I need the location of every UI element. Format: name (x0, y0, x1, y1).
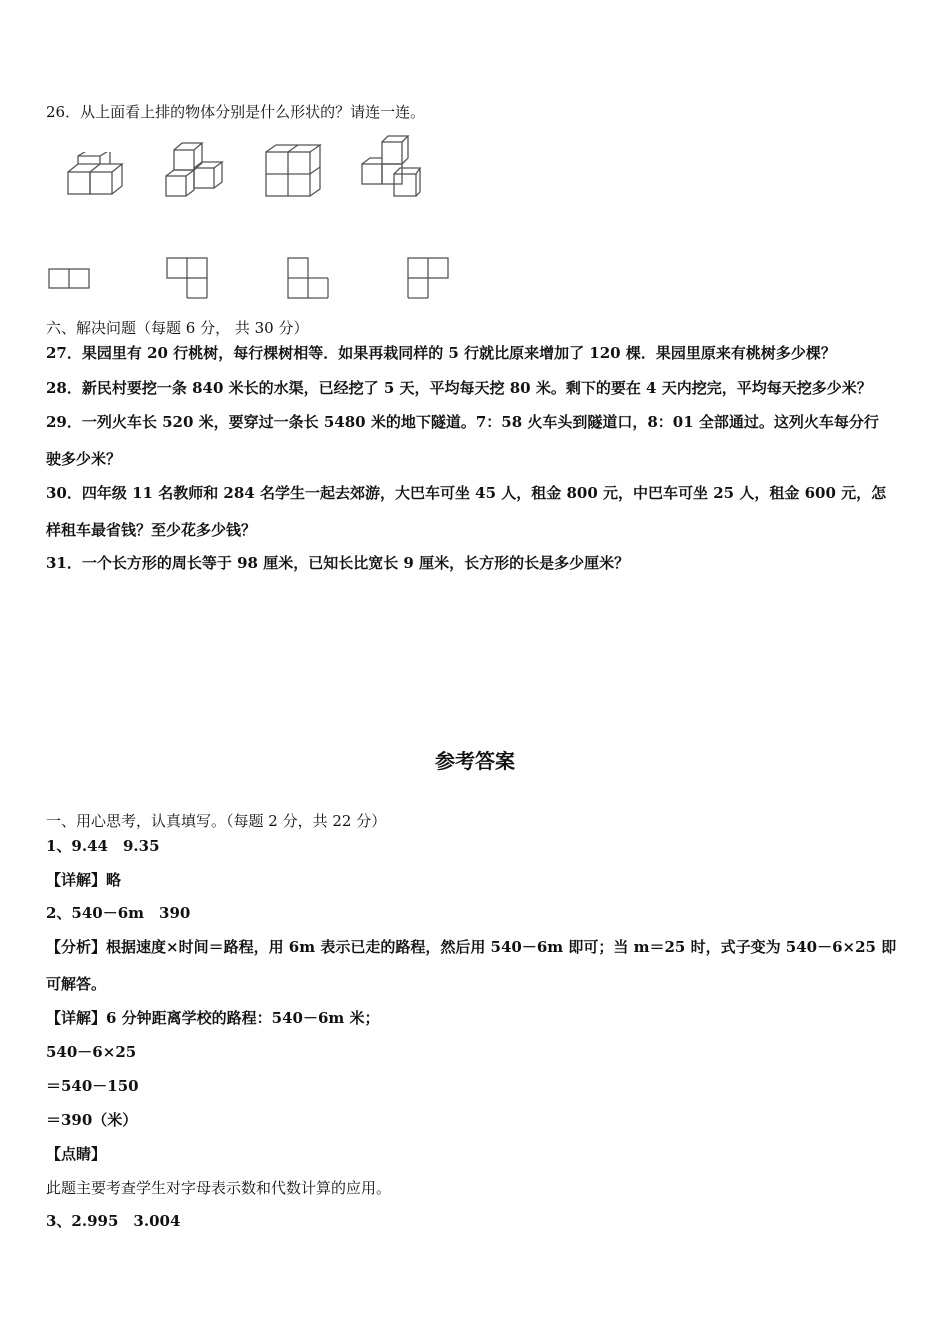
top-view-figure-3 (287, 257, 331, 301)
answers-section-1-heading: 一、用心思考，认真填写。（每题 2 分，共 22 分） (46, 812, 387, 830)
question-31: 31．一个长方形的周长等于 98 厘米，已知长比宽长 9 厘米，长方形的长是多少厘米？ (46, 554, 630, 572)
answer-1: 1、9.44 9.35 (46, 837, 160, 855)
cube-stack-figure-4 (358, 134, 424, 200)
cube-stack-figure-2 (162, 140, 226, 204)
answer-2-comment: 此题主要考查学生对字母表示数和代数计算的应用。 (46, 1179, 392, 1197)
top-view-figure-4 (407, 257, 451, 301)
cube-stack-figure-1 (66, 152, 126, 200)
question-29-line-2: 驶多少米？ (46, 450, 122, 468)
question-26: 26．从上面看上排的物体分别是什么形状的？请连一连。 (46, 103, 426, 121)
question-29-line-1: 29．一列火车长 520 米，要穿过一条长 5480 米的地下隧道。7：58 火车头到隧道口，8：01 全部通过。这列火车每分行 (46, 413, 879, 431)
answer-2-calc-2: ＝540－150 (46, 1077, 139, 1095)
cube-stack-figure-3 (264, 144, 324, 200)
answer-1-detail: 【详解】略 (46, 871, 122, 889)
answer-2-analysis-line-1: 【分析】根据速度×时间＝路程，用 6m 表示已走的路程，然后用 540－6m 即可；当 m＝25 时，式子变为 540－6×25 即 (46, 938, 897, 956)
answer-2-detail: 【详解】6 分钟距离学校的路程：540－6m 米； (46, 1009, 380, 1027)
answer-2-calc-3: ＝390（米） (46, 1111, 138, 1129)
question-30-line-1: 30．四年级 11 名教师和 284 名学生一起去郊游，大巴车可坐 45 人，租金 800 元，中巴车可坐 25 人，租金 600 元，怎 (46, 484, 887, 502)
answer-2-analysis-line-2: 可解答。 (46, 975, 107, 993)
top-view-figure-2 (166, 257, 210, 301)
question-27: 27．果园里有 20 行桃树，每行棵树相等．如果再栽同样的 5 行就比原来增加了 120 棵．果园里原来有桃树多少棵？ (46, 344, 836, 362)
answer-3: 3、2.995 3.004 (46, 1212, 181, 1230)
question-28: 28．新民村要挖一条 840 米长的水渠，已经挖了 5 天，平均每天挖 80 米。剩下的要在 4 天内挖完，平均每天挖多少米？ (46, 379, 872, 397)
answer-2-calc-1: 540－6×25 (46, 1043, 137, 1061)
answers-title: 参考答案 (435, 749, 515, 773)
question-30-line-2: 样租车最省钱？至少花多少钱？ (46, 521, 257, 539)
answer-2-comment-label: 【点睛】 (46, 1145, 107, 1163)
section-6-heading: 六、解决问题（每题 6 分， 共 30 分） (46, 319, 309, 337)
answer-2: 2、540－6m 390 (46, 904, 191, 922)
top-view-figure-1 (48, 268, 90, 290)
